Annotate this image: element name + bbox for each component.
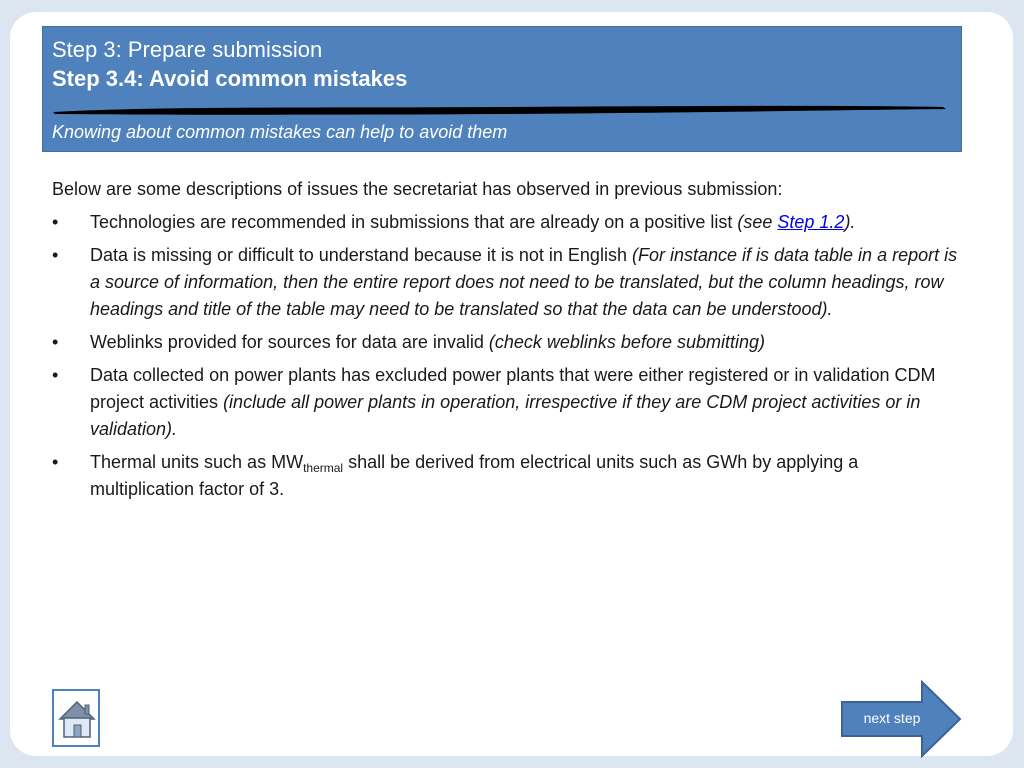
step-1-2-link[interactable]: Step 1.2: [777, 212, 845, 232]
bullet: •: [52, 332, 59, 352]
item-note: (check weblinks before submitting): [488, 332, 765, 352]
item-text-after: shall be derived from electrical units such as GWh by applying a multiplication factor of 3.: [90, 452, 859, 499]
mistakes-list: [52, 209, 964, 503]
brush-divider: [43, 102, 963, 118]
list-item: [52, 242, 964, 323]
list-item: [52, 362, 964, 443]
item-text: Weblinks provided for sources for data are invalid: [90, 332, 489, 352]
subscript-thermal: thermal: [303, 461, 344, 475]
intro-text: Below are some descriptions of issues the secretariat has observed in previous submission:: [52, 179, 783, 199]
bullet: •: [52, 245, 59, 265]
step-subtitle: Step 3.4: Avoid common mistakes: [52, 66, 408, 91]
tagline: Knowing about common mistakes can help to avoid them: [52, 122, 508, 142]
item-note: (For instance if is data table in a report is a source of information, then the entire report does not need to be translated, but the column headings, row headings and title of the table may need to be translated so that the data can be understood).: [90, 245, 958, 319]
item-text: Data collected on power plants has excluded power plants that were either registered or in validation CDM project activities: [90, 365, 936, 412]
content-body: [52, 176, 964, 509]
header-banner: [42, 26, 962, 152]
item-note-prefix: (see: [737, 212, 778, 232]
bullet: •: [52, 365, 59, 385]
list-item: [52, 449, 964, 503]
next-step-button[interactable]: [840, 680, 964, 758]
item-note: (include all power plants in operation, irrespective if they are CDM project activities or in validation).: [90, 392, 921, 439]
list-item: [52, 209, 964, 236]
step-title: Step 3: Prepare submission: [52, 37, 323, 62]
list-item: [52, 329, 964, 356]
item-text: Data is missing or difficult to understand because it is not in English: [90, 245, 632, 265]
item-note-suffix: ).: [844, 212, 856, 232]
home-icon: [58, 699, 96, 739]
item-text: Technologies are recommended in submissions that are already on a positive list: [90, 212, 738, 232]
bullet: •: [52, 452, 59, 472]
next-step-label: next step: [863, 710, 921, 726]
bullet: •: [52, 212, 59, 232]
item-text-before: Thermal units such as MW: [90, 452, 304, 472]
home-button[interactable]: [52, 689, 100, 747]
